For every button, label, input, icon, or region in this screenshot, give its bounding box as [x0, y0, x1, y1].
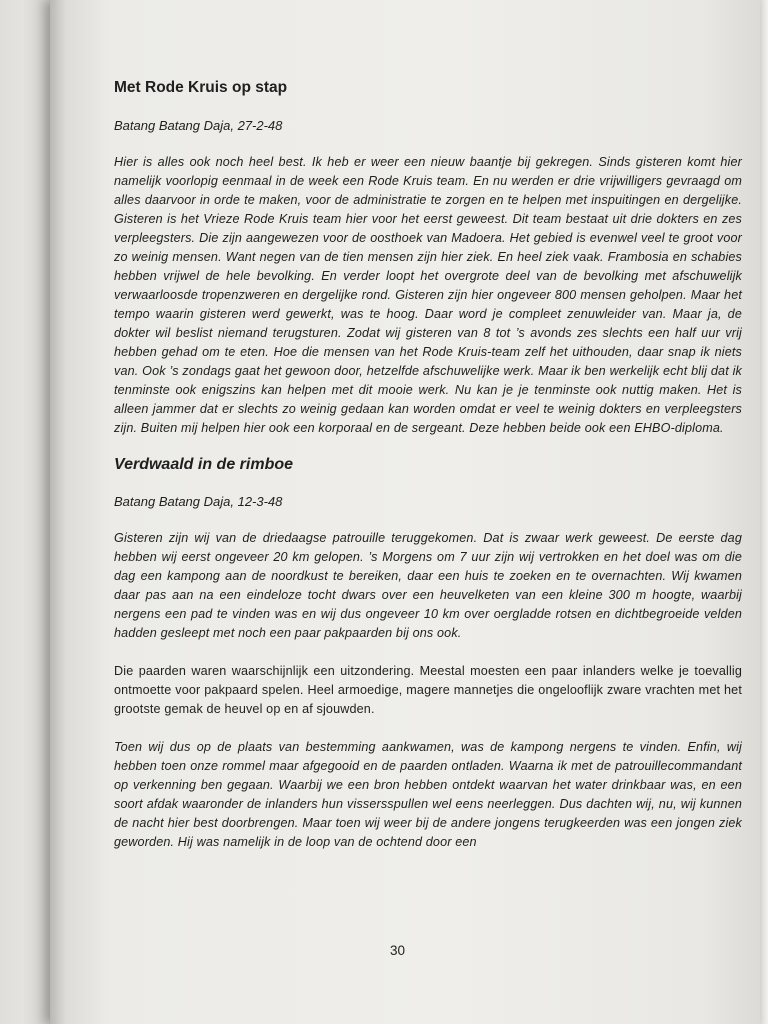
page-number: 30 [390, 943, 406, 958]
paragraph-3: Die paarden waren waarschijnlijk een uitzondering. Meestal moesten een paar inlanders welke je toevallig ontmoette voor pakpaard spelen. Heel armoedige, magere mannetjes die ongelooflijk zware vrachten met het grootste gemak de heuvel op en af sjouwden. [114, 664, 742, 716]
section-title-verdwaald: Verdwaald in de rimboe [114, 456, 294, 473]
page-content [114, 70, 742, 852]
entry-date-1: Batang Batang Daja, 27-2-48 [114, 118, 283, 133]
section-title-rode-kruis: Met Rode Kruis op stap [114, 79, 288, 96]
entry-date-2: Batang Batang Daja, 12-3-48 [114, 494, 283, 509]
book-page [50, 0, 760, 1024]
paragraph-2: Gisteren zijn wij van de driedaagse patrouille teruggekomen. Dat is zwaar werk geweest. De eerste dag hebben wij eerst ongeveer 20 km gelopen. ’s Morgens om 7 uur zijn wij vertrokken en het doel was om die dag een kampong aan de noordkust te bereiken, daar een huis te zoeken en te overnachten. Wij kwamen daar pas aan na een eindeloze tocht dwars over een heuvelketen van een kleine 300 m hoogte, waarbij nergens een pad te vinden was en wij dus ongeveer 10 km over oergladde rotsen en dichtbegroeide velden hadden gesleept met noch een paar pakpaarden bij ons ook. [114, 531, 742, 640]
paragraph-1: Hier is alles ook noch heel best. Ik heb er weer een nieuw baantje bij gekregen. Sinds gisteren komt hier namelijk voorlopig eenmaal in de week een Rode Kruis team. En nu werden er drie vrijwilligers gevraagd om alles daarvoor in orde te maken, voor de administratie te zorgen en te helpen met inspuitingen en dergelijke. Gisteren is het Vrieze Rode Kruis team hier voor het eerst geweest. Dit team bestaat uit drie dokters en zes verpleegsters. Die zijn aangewezen voor de oosthoek van Madoera. Het gebied is evenwel veel te groot voor zo weinig mensen. Want negen van de tien mensen zijn hier ziek. En heel ziek vaak. Frambosia en schabies hebben vrijwel de hele bevolking. En verder loopt het overgrote deel van de bevolking met afschuwelijk verwaarloosde tropenzweren en dergelijke rond. Gisteren zijn hier ongeveer 800 mensen geholpen. Maar het tempo waarin gisteren werd gewerkt, was te hoog. Daar word je compleet zenuwleider van. Maar ja, de dokter wil beslist niemand terugsturen. Zodat wij gisteren van 8 tot ’s avonds zes slechts een half uur vrij hebben gehad om te eten. Hoe die mensen van het Rode Kruis-team zelf het uithouden, daar snap ik niets van. Ook ’s zondags gaat het gewoon door, hetzelfde afschuwelijke werk. Maar ik ben werkelijk echt blij dat ik tenminste ook enigszins kan helpen met dit mooie werk. Nu kan je je tenminste ook nuttig maken. Het is alleen jammer dat er slechts zo weinig gedaan kan worden omdat er veel te weinig dokters en verpleegsters zijn. Buiten mij helpen hier ook een korporaal en de sergeant. Deze hebben beide ook een EHBO-diploma. [114, 155, 742, 435]
paragraph-4: Toen wij dus op de plaats van bestemming aankwamen, was de kampong nergens te vinden. Enfin, wij hebben toen onze rommel maar afgegooid en de paarden ontladen. Waarna ik met de patrouillecommandant op verkenning ben gegaan. Waarbij we een bron hebben ontdekt waarvan het water drinkbaar was, en een soort afdak waaronder de inlanders hun vissersspullen wel eens neerleggen. Dus dachten wij, nu, wij kunnen de nacht hier best doorbrengen. Maar toen wij weer bij de andere jongens terugkeerden was een jongen ziek geworden. Hij was namelijk in de loop van de ochtend door een [114, 740, 742, 849]
